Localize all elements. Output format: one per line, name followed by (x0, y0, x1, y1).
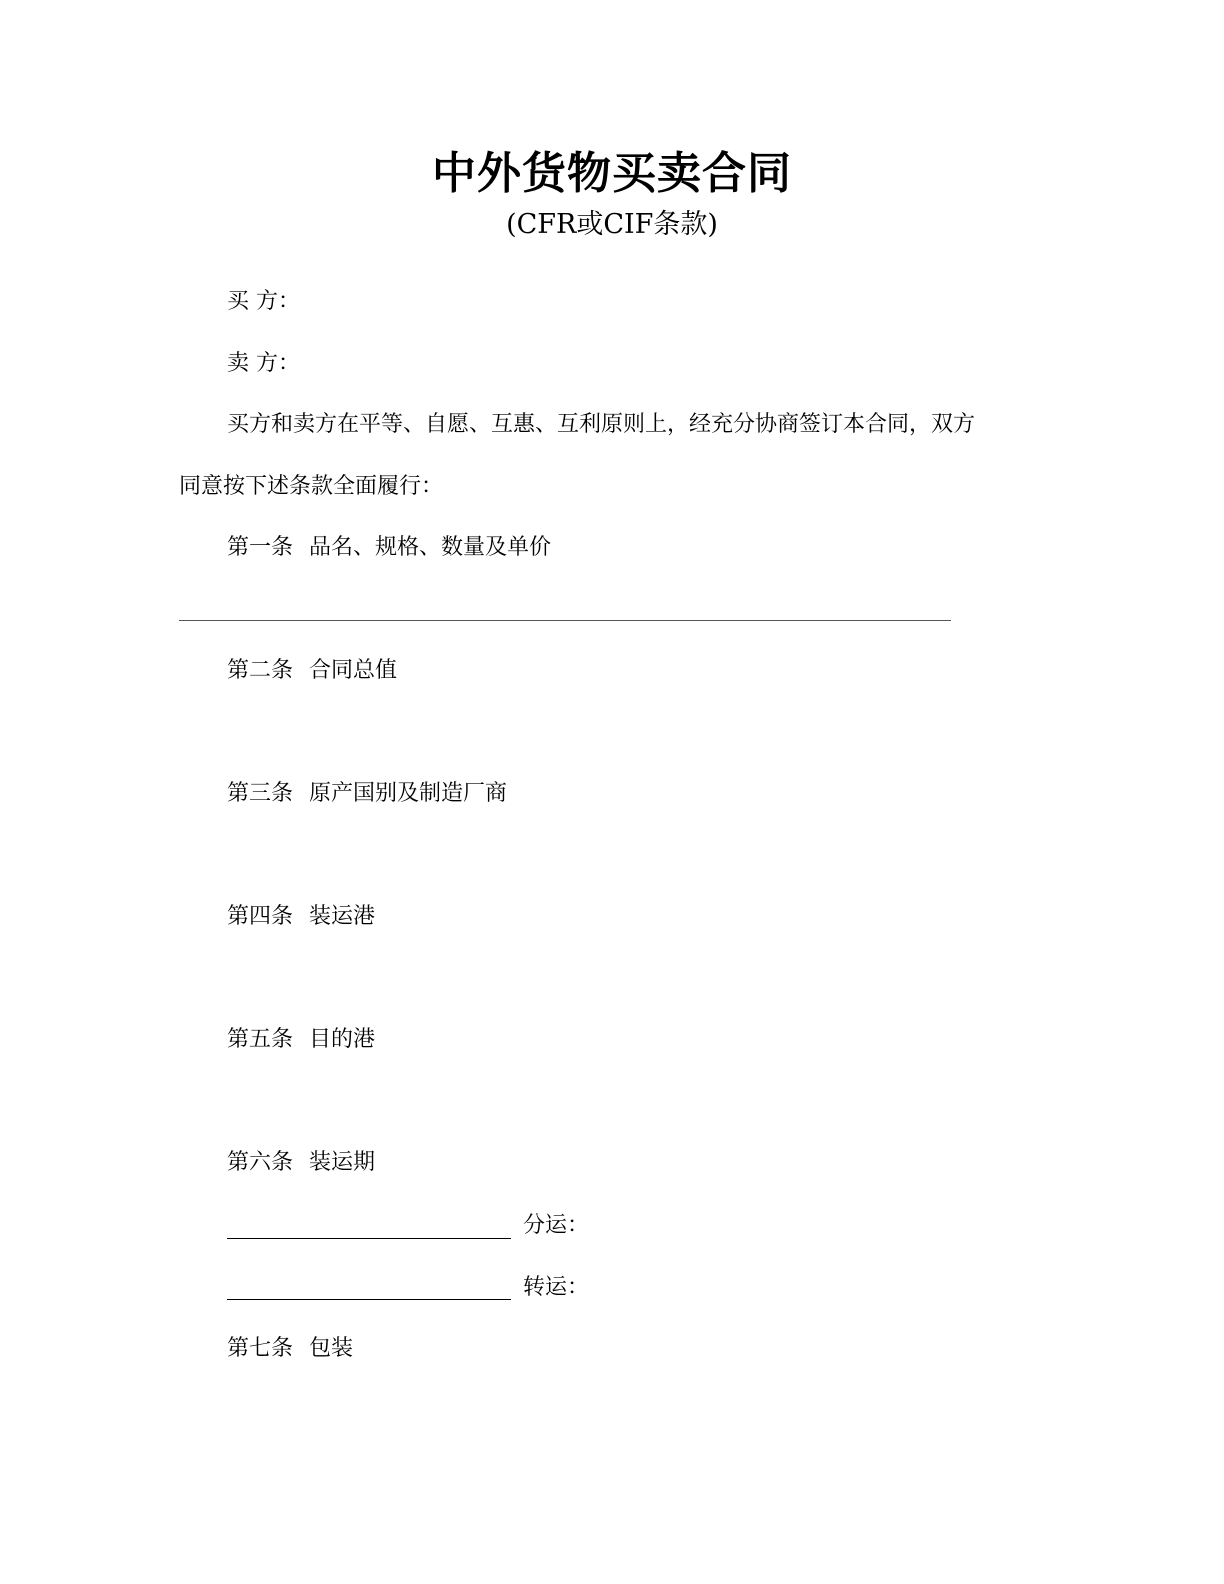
document-title: 中外货物买卖合同 (432, 148, 792, 199)
article-6-heading (227, 1148, 375, 1178)
article-5-heading (227, 1025, 375, 1055)
transshipment-blank (227, 1299, 511, 1300)
article-1-heading (227, 533, 551, 563)
article-number: 第六条 (227, 1150, 294, 1175)
article-number: 第五条 (227, 1027, 294, 1052)
transshipment-label: 转运： (523, 1275, 590, 1300)
buyer-label: 买 方： (227, 289, 300, 314)
seller-label: 卖 方： (227, 351, 300, 376)
intro-paragraph-line-2: 同意按下述条款全面履行： (179, 474, 444, 499)
article-title: 合同总值 (309, 658, 398, 683)
article-title: 品名、规格、数量及单价 (309, 535, 552, 560)
article-number: 第三条 (227, 781, 294, 806)
partial-shipment-label: 分运： (523, 1213, 590, 1238)
document-subtitle: (CFR或CIF条款) (506, 209, 718, 240)
article-2-heading (227, 656, 397, 686)
article-title: 目的港 (309, 1027, 376, 1052)
article-1-underline (179, 620, 951, 621)
intro-paragraph-line-1: 买方和卖方在平等、自愿、互惠、互利原则上，经充分协商签订本合同，双方 (227, 412, 976, 437)
article-3-heading (227, 779, 507, 809)
article-7-heading (227, 1334, 353, 1364)
article-number: 第二条 (227, 658, 294, 683)
article-title: 装运港 (309, 904, 376, 929)
article-title: 原产国别及制造厂商 (309, 781, 508, 806)
article-number: 第七条 (227, 1336, 294, 1361)
partial-shipment-blank (227, 1238, 511, 1239)
article-number: 第四条 (227, 904, 294, 929)
article-title: 装运期 (309, 1150, 376, 1175)
article-4-heading (227, 902, 375, 932)
article-number: 第一条 (227, 535, 294, 560)
article-title: 包装 (309, 1336, 354, 1361)
